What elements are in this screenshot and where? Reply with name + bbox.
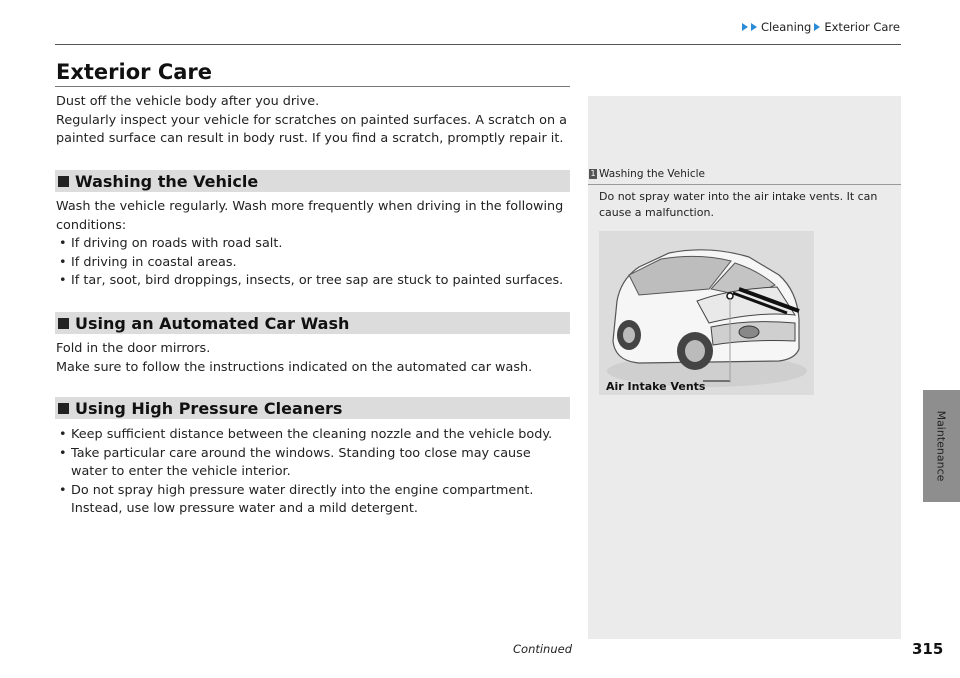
page-title: Exterior Care — [56, 60, 213, 84]
breadcrumb-arrow-icon — [742, 23, 748, 31]
section-square-icon — [58, 176, 69, 187]
header-divider — [55, 44, 901, 45]
sidebar-heading-text: Washing the Vehicle — [599, 168, 705, 180]
washing-body — [56, 198, 571, 291]
breadcrumb-level2[interactable]: Exterior Care — [824, 20, 900, 34]
reference-number-badge: 1 — [590, 169, 596, 178]
breadcrumb-arrow-icon — [814, 23, 820, 31]
section-title: Using an Automated Car Wash — [75, 313, 350, 333]
chapter-tab-label: Maintenance — [934, 410, 948, 482]
automated-line: Make sure to follow the instructions indicated on the automated car wash. — [56, 359, 533, 375]
car-drawing — [599, 231, 814, 395]
breadcrumb-level1[interactable]: Cleaning — [760, 20, 812, 34]
continued-label: Continued — [513, 642, 573, 656]
sidebar-text: Do not spray water into the air intake vents. It can cause a malfunction. — [599, 190, 878, 219]
car-illustration — [599, 231, 814, 395]
section-header-automated — [55, 312, 570, 334]
title-divider — [55, 86, 570, 87]
sidebar-heading — [588, 168, 901, 185]
list-item: • Keep sufficient distance between the cleaning nozzle and the vehicle body. — [56, 426, 571, 445]
intro-text — [56, 93, 576, 149]
automated-line: Fold in the door mirrors. — [56, 341, 211, 356]
list-item: • If driving on roads with road salt. — [56, 235, 571, 254]
breadcrumb — [742, 20, 900, 34]
figure-callout-label: Air Intake Vents — [606, 380, 706, 393]
intro-line: Dust off the vehicle body after you drive. — [56, 94, 320, 109]
list-item: • If driving in coastal areas. — [56, 254, 571, 273]
section-square-icon — [58, 318, 69, 329]
list-item: • If tar, soot, bird droppings, insects, or tree sap are stuck to painted surfaces. — [56, 272, 571, 291]
list-item: • Take particular care around the windows. Standing too close may cause water to enter the vehicle interior. — [56, 445, 571, 482]
high-pressure-body — [56, 426, 571, 519]
intro-line: Regularly inspect your vehicle for scratches on painted surfaces. A scratch on a painted surface can result in body rust. If you find a scratch, promptly repair it. — [56, 112, 567, 146]
page-number: 315 — [912, 640, 944, 658]
chapter-tab-label-wrap — [928, 392, 954, 500]
section-title: Using High Pressure Cleaners — [75, 398, 343, 418]
list-item: • Do not spray high pressure water directly into the engine compartment. Instead, use low pressure water and a mild detergent. — [56, 482, 571, 519]
section-header-high-pressure — [55, 397, 570, 419]
section-header-washing — [55, 170, 570, 192]
washing-text: Wash the vehicle regularly. Wash more frequently when driving in the following conditions: — [56, 199, 564, 233]
breadcrumb-arrow-icon — [751, 23, 757, 31]
section-title: Washing the Vehicle — [75, 171, 259, 191]
section-square-icon — [58, 403, 69, 414]
automated-body — [56, 340, 571, 377]
